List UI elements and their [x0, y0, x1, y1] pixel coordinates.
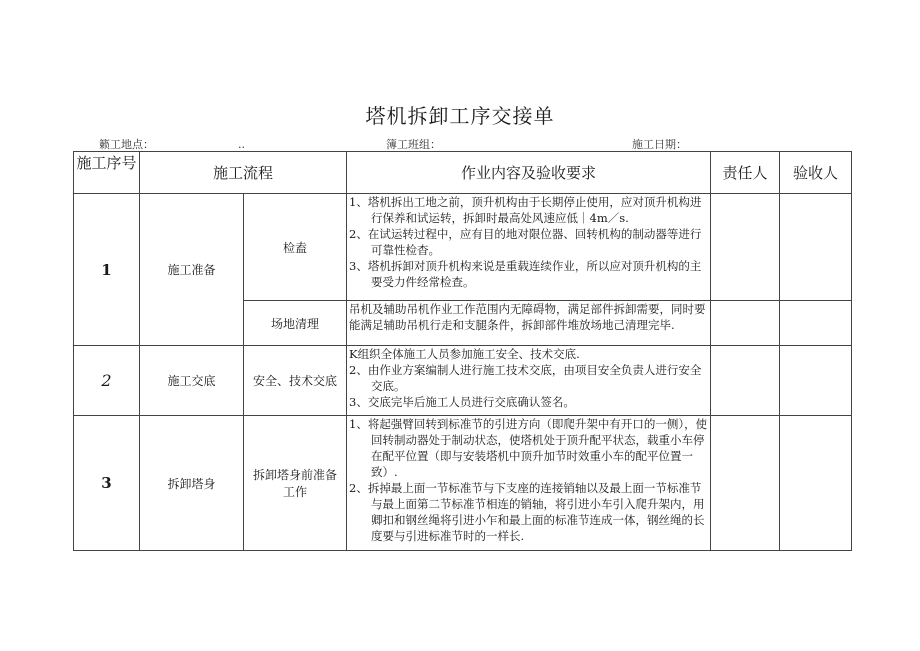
table-row	[74, 346, 852, 416]
header-responsible: 责任人	[711, 152, 780, 194]
content-cell	[347, 194, 711, 301]
site-label: 籁工地点：	[99, 138, 154, 151]
responsible-cell	[711, 416, 780, 551]
row-number: 2	[74, 346, 140, 416]
content-item: 2、拆掉最上面一节标准节与下支座的连接销轴以及最上面一节标准节与最上面第二节标准节相连的销轴，将引进小车引入爬升架内，用卿扣和钢丝绳将引进小乍和最上面的标准节连成一体，钢丝绳的长度要与引进标准节时的一样长.	[349, 481, 705, 543]
sub-step: 场地清理	[244, 301, 347, 346]
row-number: 3	[74, 416, 140, 551]
header-row	[74, 152, 852, 194]
content-cell	[347, 346, 711, 416]
content-item: 3、交底完毕后施工人员进行交底确认签名。	[349, 395, 575, 409]
table-row	[74, 416, 852, 551]
header-process: 施工流程	[140, 152, 347, 194]
content-item: 3、塔机拆卸对顶升机构来说是重载连续作业，所以应对顶升机构的主要受力件经常检查。	[349, 259, 702, 289]
row-number: 1	[74, 194, 140, 346]
table-row	[74, 194, 852, 301]
header-content: 作业内容及验收要求	[347, 152, 711, 194]
content-item: K组织全体施工人员参加施工安全、技术交底.	[349, 347, 580, 361]
acceptor-cell	[780, 301, 852, 346]
sub-step: 检盍	[244, 194, 347, 301]
page-title: 塔机拆卸工序交接单	[365, 104, 555, 128]
content-cell	[347, 301, 711, 346]
header-acceptor: 验收人	[780, 152, 852, 194]
process-name: 拆卸塔身	[140, 416, 244, 551]
process-name: 施工交底	[140, 346, 244, 416]
responsible-cell	[711, 346, 780, 416]
handover-table	[73, 151, 852, 551]
site-value: ..	[238, 138, 245, 151]
acceptor-cell	[780, 346, 852, 416]
acceptor-cell	[780, 194, 852, 301]
content-item: 2、由作业方案编制人进行施工技术交底，由项目安全负责人进行安全交底。	[349, 363, 702, 393]
responsible-cell	[711, 301, 780, 346]
content-item: 2、在试运转过程中，应有目的地对限位器、回转机构的制动器等进行可靠性检杳。	[349, 227, 702, 257]
header-seq: 施工序号	[74, 152, 140, 194]
acceptor-cell	[780, 416, 852, 551]
site-field	[99, 136, 245, 152]
content-cell	[347, 416, 711, 551]
date-label: 施工日期：	[632, 138, 687, 151]
content-item: 1、将起强臂回转到标准节的引进方向（即爬升架中有开口的一侧），使回转制动器处于制动状态，使塔机处于顶升配平状态，载重小车停在配平位置（即与安装塔机中顶升加节时效重小车的配平位置一致）.	[349, 417, 708, 479]
responsible-cell	[711, 194, 780, 301]
team-label: 簿工班组：	[386, 138, 441, 151]
content-item: 1、塔机拆出工地之前，顶升机构由于长期停止使用，应对顶升机构进行保养和试运转，拆卸时最高处风速应低｜4m／s.	[349, 195, 702, 225]
sub-step: 拆卸塔身前准备工作	[244, 416, 347, 551]
content-item: 吊机及辅助吊机作业工作范围内无障碍物，满足部件拆卸需要，同时要能满足辅助吊机行走和支腿条件，拆卸部件堆放场地己清理完毕.	[349, 302, 706, 332]
sub-step: 安全、技术交底	[244, 346, 347, 416]
process-name: 施工准备	[140, 194, 244, 346]
